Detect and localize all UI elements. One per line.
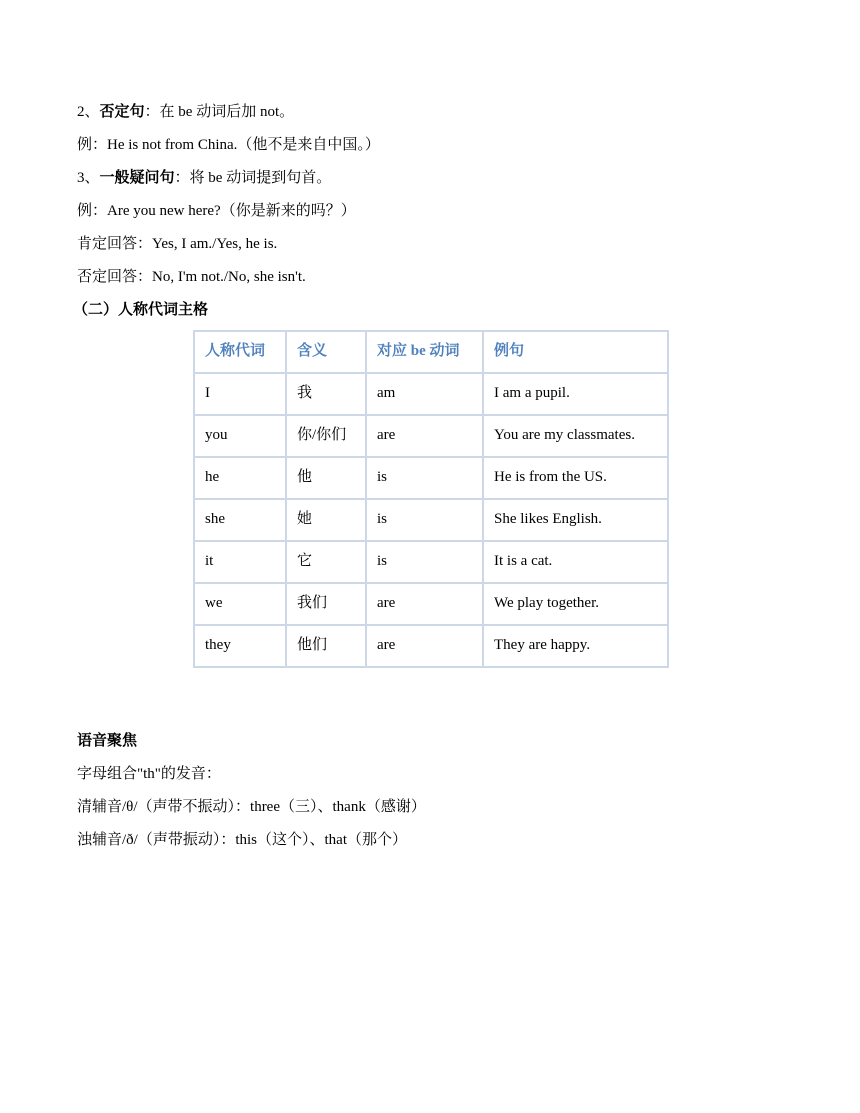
cell-example: We play together. [483, 583, 668, 625]
question-example: 例：Are you new here?（你是新来的吗？） [77, 203, 356, 219]
voiced-consonant-line: 浊辅音/ð/（声带振动）：this（这个）、that（那个） [77, 832, 408, 848]
question-sentence-rule [77, 168, 331, 188]
cell-pronoun: he [194, 457, 286, 499]
cell-be-verb: is [366, 541, 483, 583]
cell-be-verb: are [366, 415, 483, 457]
header-meaning: 含义 [286, 331, 366, 373]
cell-meaning: 他 [286, 457, 366, 499]
section-heading: （二）人称代词主格 [73, 302, 209, 318]
table-row [194, 415, 668, 457]
phonics-heading: 语音聚焦 [77, 733, 138, 749]
cell-example: It is a cat. [483, 541, 668, 583]
table-row [194, 373, 668, 415]
negative-answer: 否定回答：No, I'm not./No, she isn't. [77, 269, 306, 285]
cell-example: She likes English. [483, 499, 668, 541]
table-header-row [194, 331, 668, 373]
cell-meaning: 她 [286, 499, 366, 541]
cell-be-verb: are [366, 583, 483, 625]
cell-example: You are my classmates. [483, 415, 668, 457]
header-example: 例句 [483, 331, 668, 373]
cell-meaning: 他们 [286, 625, 366, 667]
cell-meaning: 你/你们 [286, 415, 366, 457]
cell-example: They are happy. [483, 625, 668, 667]
negative-example: 例：He is not from China.（他不是来自中国。） [77, 137, 380, 153]
cell-example: I am a pupil. [483, 373, 668, 415]
table-row [194, 457, 668, 499]
header-be-verb: 对应 be 动词 [366, 331, 483, 373]
negative-sentence-rule [77, 102, 294, 122]
cell-be-verb: are [366, 625, 483, 667]
table-row [194, 541, 668, 583]
cell-example: He is from the US. [483, 457, 668, 499]
question-label-prefix: 3、 [77, 170, 100, 186]
cell-pronoun: you [194, 415, 286, 457]
cell-meaning: 我们 [286, 583, 366, 625]
cell-pronoun: I [194, 373, 286, 415]
cell-pronoun: we [194, 583, 286, 625]
cell-pronoun: they [194, 625, 286, 667]
cell-be-verb: am [366, 373, 483, 415]
table-row [194, 583, 668, 625]
negative-label: 否定句 [99, 104, 145, 120]
question-rule-text: ：将 be 动词提到句首。 [174, 170, 332, 186]
cell-pronoun: she [194, 499, 286, 541]
cell-pronoun: it [194, 541, 286, 583]
negative-rule-text: ：在 be 动词后加 not。 [144, 104, 295, 120]
affirmative-answer: 肯定回答：Yes, I am./Yes, he is. [77, 236, 278, 252]
cell-meaning: 它 [286, 541, 366, 583]
pronoun-table [193, 330, 669, 668]
cell-be-verb: is [366, 457, 483, 499]
table-row [194, 625, 668, 667]
negative-label-prefix: 2、 [77, 104, 100, 120]
cell-meaning: 我 [286, 373, 366, 415]
table-row [194, 499, 668, 541]
phonics-intro: 字母组合"th"的发音： [77, 766, 221, 782]
question-label: 一般疑问句 [99, 170, 175, 186]
voiceless-consonant-line: 清辅音/θ/（声带不振动）：three（三）、thank（感谢） [77, 799, 426, 815]
cell-be-verb: is [366, 499, 483, 541]
header-pronoun: 人称代词 [194, 331, 286, 373]
